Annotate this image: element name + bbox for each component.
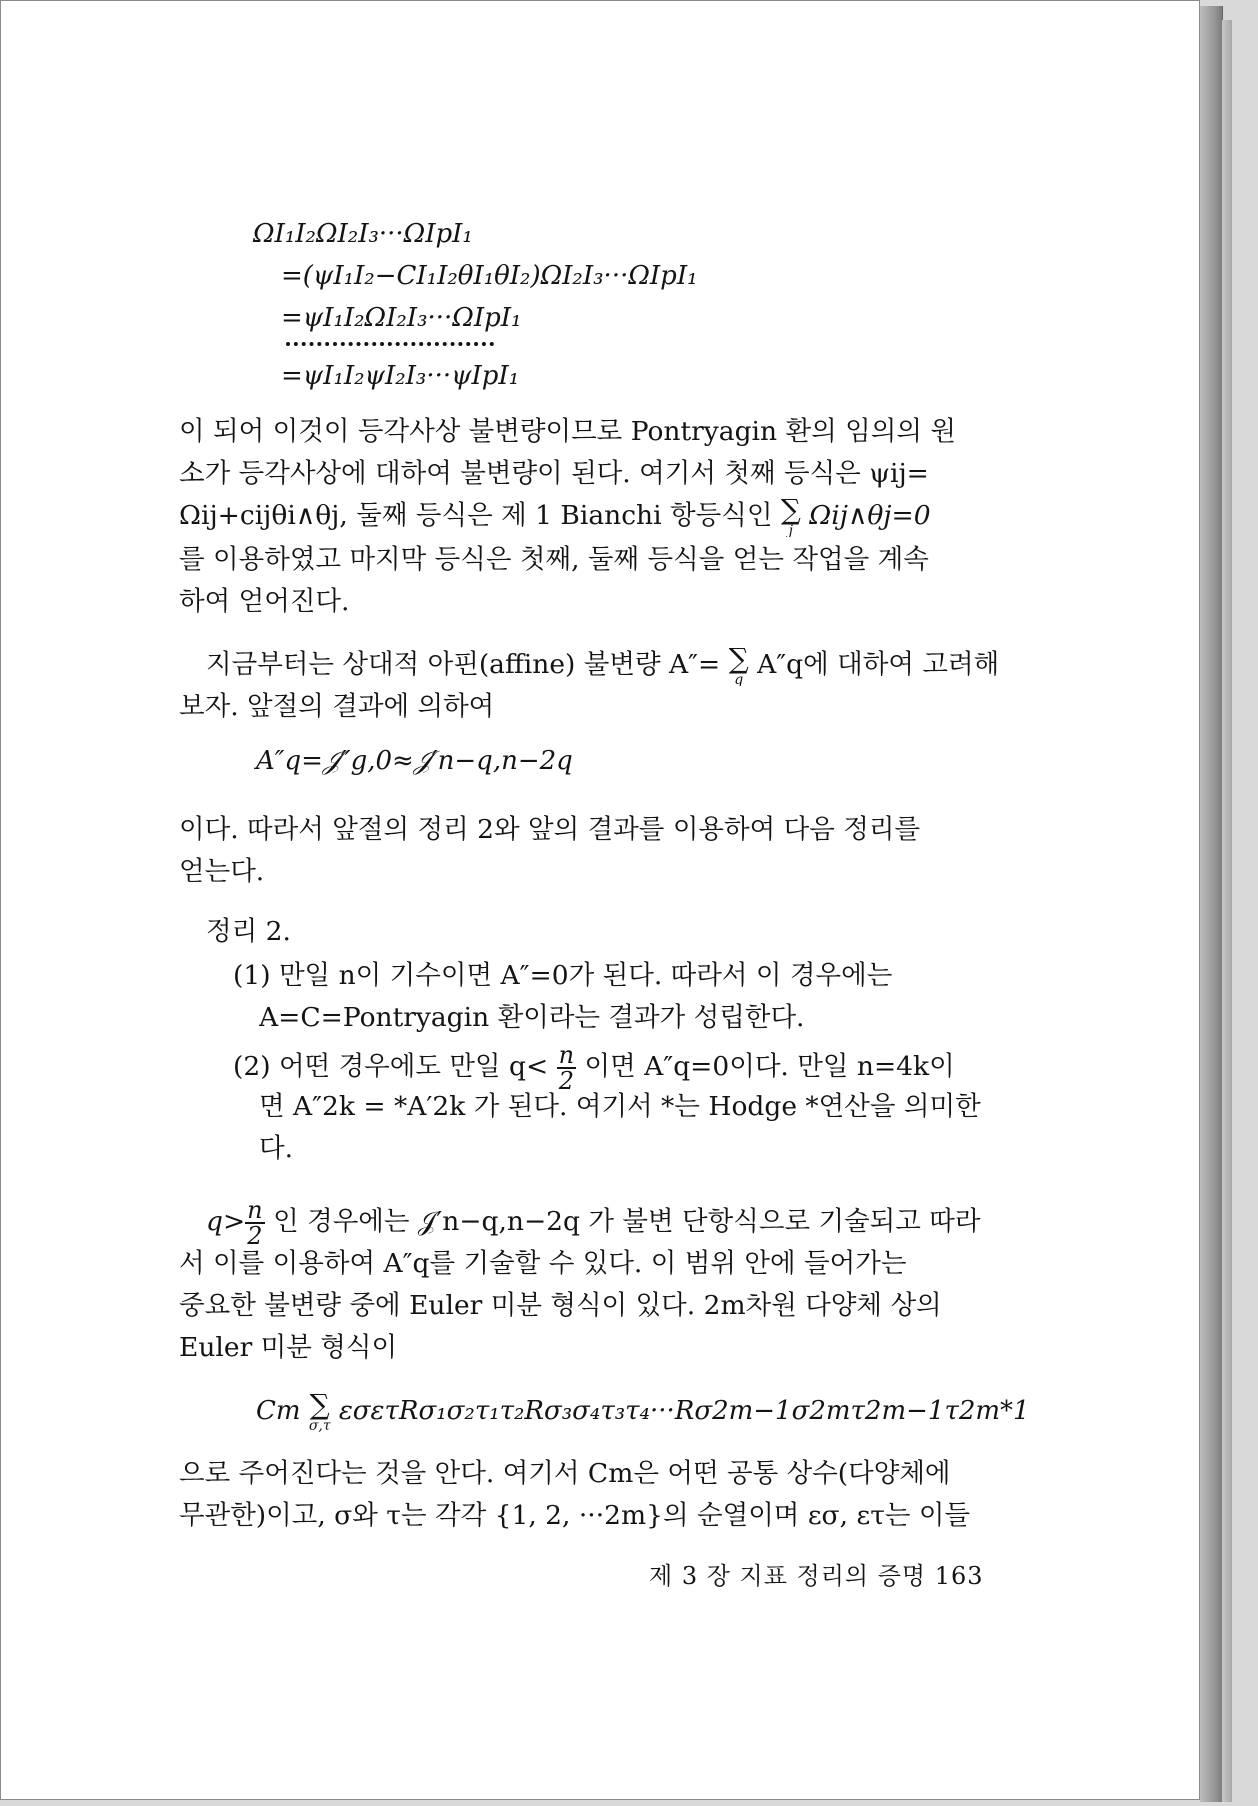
paragraph-3-line-1: [206, 1196, 1014, 1248]
theorem-item-1-line-2: A=C=Pontryagin 환이라는 결과가 성립한다.: [259, 1002, 805, 1033]
sum-symbol-j: ∑ j: [780, 495, 801, 537]
paragraph-3-line-2: 서 이를 이용하여 A″q를 기술할 수 있다. 이 범위 안에 들어가는: [179, 1248, 907, 1279]
page-footer: 제 3 장 지표 정리의 증명 163: [649, 1562, 984, 1590]
paragraph-3-line-5: 으로 주어진다는 것을 안다. 여기서 Cm은 어떤 공통 상수(다양체에: [179, 1458, 951, 1489]
paragraph-2-line-1-rest: A″q에 대하여 고려해: [757, 649, 1000, 680]
paragraph-1-line-3-text: Ωij+cijθi∧θj, 둘째 등식은 제 1 Bianchi 항등식인: [179, 500, 781, 531]
euler-constant: Cm: [256, 1396, 301, 1426]
ellipsis-dotted-line: [286, 342, 494, 350]
theorem-item-2-line-1-rest: 이면 A″q=0이다. 만일 n=4k이: [584, 1051, 955, 1082]
theorem-item-1-line-1: (1) 만일 n이 기수이면 A″=0가 된다. 따라서 이 경우에는: [233, 960, 893, 991]
paragraph-2-line-1-text: 지금부터는 상대적 아핀(affine) 불변량 A″=: [206, 649, 721, 680]
paragraph-3-line-3: 중요한 불변량 중에 Euler 미분 형식이 있다. 2m차원 다양체 상의: [179, 1290, 942, 1321]
theorem-item-2-line-3: 다.: [259, 1133, 294, 1164]
paragraph-2-line-4: 얻는다.: [179, 856, 265, 887]
fraction-n-over-2-b: $\frac{n}{2}$: [247, 1196, 263, 1248]
theorem-item-2-line-1-text: (2) 어떤 경우에도 만일 q<: [233, 1051, 549, 1082]
paragraph-1-line-5: 하여 얻어진다.: [179, 586, 350, 617]
euler-form-equation: [256, 1388, 1030, 1434]
theorem-title: 정리 2.: [206, 916, 291, 947]
paragraph-3-line-6: 무관한)이고, σ와 τ는 각각 {1, 2, ···2m}의 순열이며 εσ, ετ는 이들: [179, 1500, 971, 1531]
paragraph-1-line-2: 소가 등각사상에 대하여 불변량이 된다. 여기서 첫째 등식은 ψij=: [179, 458, 929, 489]
paragraph-1-line-1: 이 되어 이것이 등각사상 불변량이므로 Pontryagin 환의 임의의 원: [179, 416, 956, 447]
euler-product: εσετRσ₁σ₂τ₁τ₂Rσ₃σ₄τ₃τ₄···Rσ2m−1σ2mτ2m−1τ2m*1: [338, 1396, 1030, 1426]
paragraph-1-line-4: 를 이용하였고 마지막 등식은 첫째, 둘째 등식을 얻는 작업을 계속: [179, 544, 929, 575]
page-stack-edge-back: [1222, 20, 1232, 1802]
paragraph-1-line-3-formula: Ωij∧θj=0: [809, 500, 931, 531]
sum-symbol-sigma-tau: ∑ σ,τ: [308, 1388, 331, 1434]
paragraph-2-line-1: [206, 644, 1014, 686]
paragraph-3-line-4: Euler 미분 형식이: [179, 1332, 398, 1363]
paragraph-2-line-3: 이다. 따라서 앞절의 정리 2와 앞의 결과를 이용하여 다음 정리를: [179, 814, 921, 845]
theorem-item-2-line-2: 면 A″2k = *A′2k 가 된다. 여기서 *는 Hodge *연산을 의미한: [259, 1091, 981, 1122]
paragraph-2-line-2: 보자. 앞절의 결과에 의하여: [179, 691, 495, 722]
fraction-n-over-2: $\frac{n}{2}$: [558, 1041, 575, 1093]
paragraph-3-line-1-q: q>: [206, 1206, 246, 1237]
equation-line-3: =ψI₁I₂ΩI₂I₃···ΩIpI₁: [281, 303, 522, 333]
paragraph-3-line-1-text: 인 경우에는 𝒥′n−q,n−2q 가 불변 단항식으로 기술되고 따라: [273, 1206, 981, 1237]
equation-line-4: =ψI₁I₂ψI₂I₃···ψIpI₁: [281, 361, 520, 391]
sum-symbol-q: ∑ q: [728, 644, 749, 686]
equation-line-2: =(ψI₁I₂−CI₁I₂θI₁θI₂)ΩI₂I₃···ΩIpI₁: [281, 261, 698, 291]
paragraph-1-line-3: [179, 495, 1014, 537]
page-stack-edge: [1200, 6, 1223, 1802]
equation-A-q: A″q=𝒥″g,0≈𝒥′n−q,n−2q: [256, 746, 573, 776]
equation-line-1: ΩI₁I₂ΩI₂I₃···ΩIpI₁: [253, 219, 473, 249]
